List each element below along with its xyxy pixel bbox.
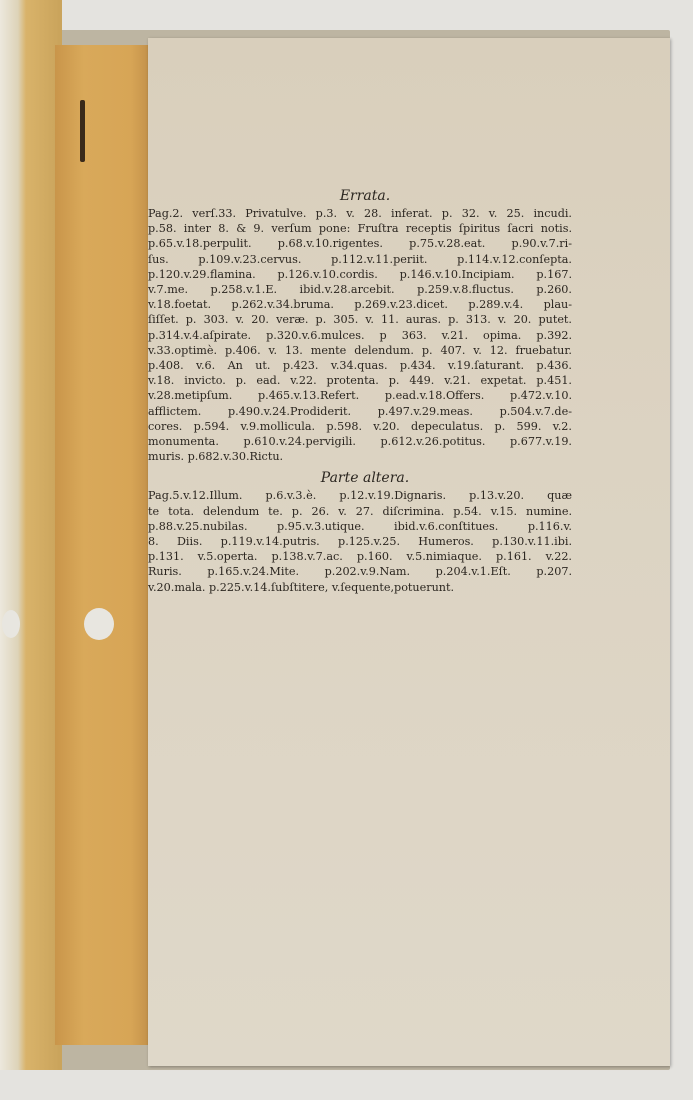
errata-text-block <box>148 186 572 595</box>
errata-line: v.28.metipſum. p.465.v.13.Refert. p.ead.v.18.Offers. p.472.v.10. <box>148 389 572 403</box>
book-cover-edge <box>0 0 62 1070</box>
errata-line: Ruris. p.165.v.24.Mite. p.202.v.9.Nam. p.204.v.1.Eſt. p.207. <box>148 565 572 579</box>
tear-mark <box>80 100 85 162</box>
errata-line: p.408. v.6. An ut. p.423. v.34.quas. p.434. v.19.ſaturant. p.436. <box>148 359 572 373</box>
errata-page <box>148 38 670 1066</box>
errata-line: afflictem. p.490.v.24.Prodiderit. p.497.v.29.meas. p.504.v.7.de- <box>148 404 572 418</box>
errata-line: p.131. v.5.operta. p.138.v.7.ac. p.160. v.5.nimiaque. p.161. v.22. <box>148 550 572 564</box>
errata-line: v.18. invicto. p. ead. v.22. protenta. p. 449. v.21. expetat. p.451. <box>148 374 572 388</box>
worm-hole <box>84 608 114 640</box>
errata-line: p.314.v.4.aſpirate. p.320.v.6.mulces. p 363. v.21. opima. p.392. <box>148 328 572 342</box>
worm-hole <box>2 610 20 638</box>
errata-line: monumenta. p.610.v.24.pervigili. p.612.v.26.potitus. p.677.v.19. <box>148 435 572 449</box>
errata-line: Pag.2. verſ.33. Privatulve. p.3. v. 28. inferat. p. 32. v. 25. incudi. <box>148 207 572 220</box>
errata-line: 8. Diis. p.119.v.14.putris. p.125.v.25. Humeros. p.130.v.11.ibi. <box>148 535 572 549</box>
errata-line: te tota. delendum te. p. 26. v. 27. diſcrimina. p.54. v.15. numine. <box>148 504 572 518</box>
errata-line: v.20.mala. p.225.v.14.ſubſtitere, v.ſequente,potuerunt. <box>148 580 455 594</box>
errata-line: p.88.v.25.nubilas. p.95.v.3.utique. ibid.v.6.conſtitues. p.116.v. <box>148 519 572 533</box>
parte-altera-title: Parte altera. <box>320 470 410 487</box>
binding-tape <box>55 45 150 1045</box>
errata-lines <box>148 206 572 464</box>
errata-line: cores. p.594. v.9.molliculа. p.598. v.20. depeculatus. p. 599. v.2. <box>148 419 572 433</box>
errata-line: p.58. inter 8. & 9. verſum pone: Fruſtra receptis ſpiritus ſacri notis. <box>148 222 572 236</box>
errata-line: v.18.foetat. p.262.v.34.bruma. p.269.v.23.dicet. p.289.v.4. plau- <box>148 298 572 312</box>
errata-line: muris. p.682.v.30.Rictu. <box>148 450 284 464</box>
parte-altera-lines <box>148 488 572 594</box>
errata-line: p.120.v.29.flamina. p.126.v.10.cordis. p.146.v.10.Incipiam. p.167. <box>148 267 572 281</box>
errata-line: ſus. p.109.v.23.cervus. p.112.v.11.periit. p.114.v.12.conſepta. <box>148 252 572 266</box>
errata-line: Pag.5.v.12.Illum. p.6.v.3.è. p.12.v.19.Dignaris. p.13.v.20. quæ <box>148 489 572 503</box>
errata-line: v.33.optimè. p.406. v. 13. mente delendum. p. 407. v. 12. fruebatur. <box>148 343 572 357</box>
errata-line: v.7.me. p.258.v.1.E. ibid.v.28.arcebit. p.259.v.8.fluctus. p.260. <box>148 283 572 297</box>
errata-line: ſiſſet. p. 303. v. 20. veræ. p. 305. v. 11. auras. p. 313. v. 20. putet. <box>148 313 572 327</box>
errata-line: p.65.v.18.perpulit. p.68.v.10.rigentes. p.75.v.28.eat. p.90.v.7.ri- <box>148 237 572 251</box>
errata-title: Errata. <box>339 188 391 204</box>
